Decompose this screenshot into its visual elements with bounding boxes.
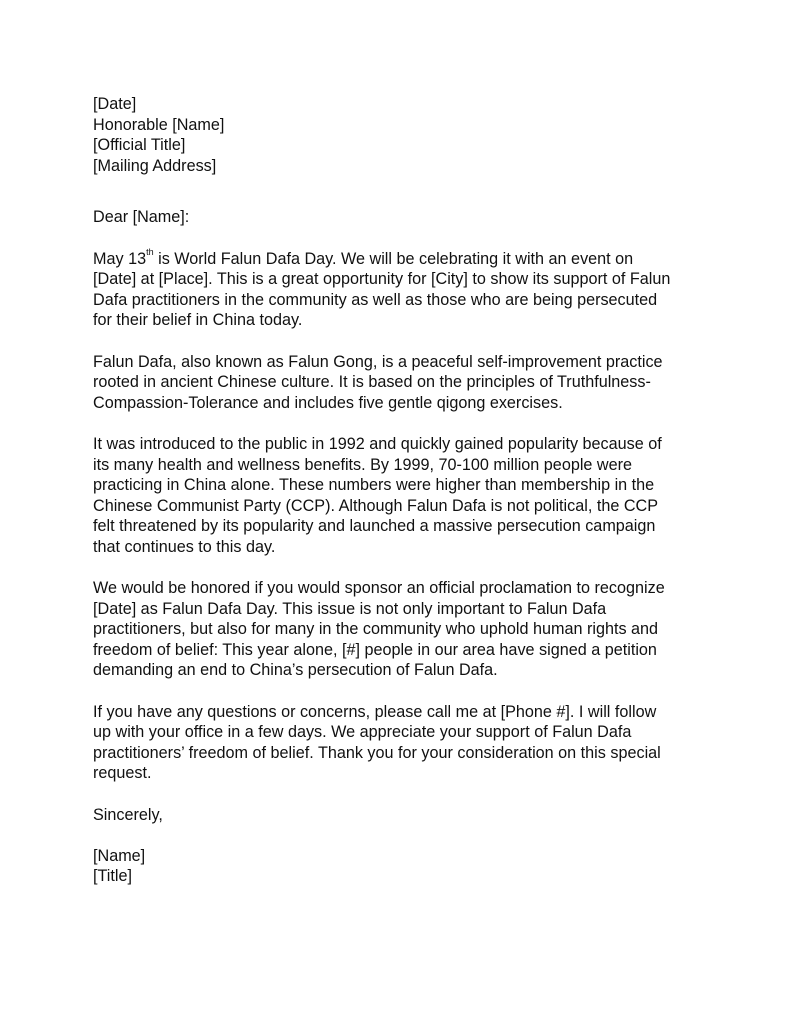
paragraph-line: for their belief in China today.: [93, 311, 303, 330]
paragraph-3: [93, 434, 723, 558]
spacer: [93, 825, 723, 846]
paragraph-line: practicing in China alone. These numbers were higher than membership in the: [93, 476, 655, 495]
ordinal-suffix: th: [146, 247, 154, 258]
spacer: [93, 784, 723, 805]
paragraph-line: that continues to this day.: [93, 537, 276, 556]
paragraph-line: Compassion-Tolerance and includes five gentle qigong exercises.: [93, 393, 563, 412]
paragraph-4: [93, 578, 723, 681]
paragraph-line: If you have any questions or concerns, please call me at [Phone #]. I will follow: [93, 702, 657, 721]
paragraph-1: [93, 249, 723, 331]
paragraph-line: practitioners’ freedom of belief. Thank you for your consideration on this special: [93, 743, 661, 762]
closing: Sincerely,: [93, 805, 163, 824]
spacer: [93, 557, 723, 578]
paragraph-line: [Date] as Falun Dafa Day. This issue is not only important to Falun Dafa: [93, 599, 607, 618]
paragraph-line: felt threatened by its popularity and launched a massive persecution campaign: [93, 517, 656, 536]
paragraph-line: [Date] at [Place]. This is a great opportunity for [City] to show its support of Falun: [93, 270, 671, 289]
paragraph-line: We would be honored if you would sponsor an official proclamation to recognize: [93, 579, 665, 598]
paragraph-line: Falun Dafa, also known as Falun Gong, is a peaceful self-improvement practice: [93, 352, 663, 371]
date-text: May 13: [93, 249, 147, 268]
spacer: [93, 228, 723, 249]
paragraph-line: practitioners, but also for many in the community who uphold human rights and: [93, 620, 659, 639]
spacer: [93, 331, 723, 352]
paragraph-line: up with your office in a few days. We appreciate your support of Falun Dafa: [93, 723, 632, 742]
paragraph-line: It was introduced to the public in 1992 and quickly gained popularity because of: [93, 434, 662, 453]
spacer: [93, 681, 723, 702]
recipient-block: [93, 94, 723, 176]
paragraph-line: Dafa practitioners in the community as well as those who are being persecuted: [93, 290, 658, 309]
signature-title: [Title]: [93, 867, 132, 886]
paragraph-5: [93, 702, 723, 784]
paragraph-line: demanding an end to China’s persecution of Falun Dafa.: [93, 661, 498, 680]
paragraph-line: [93, 249, 723, 270]
recipient-name-line: Honorable [Name]: [93, 115, 225, 134]
official-title-line: [Official Title]: [93, 136, 186, 155]
spacer: [93, 413, 723, 434]
salutation: Dear [Name]:: [93, 208, 190, 227]
mailing-address-line: [Mailing Address]: [93, 156, 217, 175]
paragraph-text: is World Falun Dafa Day. We will be celebrating it with an event on: [153, 249, 634, 268]
signature-block: [93, 846, 723, 887]
paragraph-line: Chinese Communist Party (CCP). Although Falun Dafa is not political, the CCP: [93, 496, 659, 515]
spacer: [93, 176, 723, 207]
paragraph-line: request.: [93, 764, 152, 783]
paragraph-line: its many health and wellness benefits. By 1999, 70-100 million people were: [93, 455, 633, 474]
date-line: [Date]: [93, 95, 137, 113]
paragraph-2: [93, 352, 723, 414]
paragraph-line: freedom of belief: This year alone, [#] people in our area have signed a petition: [93, 640, 657, 659]
letter-body: [93, 94, 723, 887]
paragraph-line: rooted in ancient Chinese culture. It is based on the principles of Truthfulness-: [93, 373, 651, 392]
signature-name: [Name]: [93, 846, 146, 865]
